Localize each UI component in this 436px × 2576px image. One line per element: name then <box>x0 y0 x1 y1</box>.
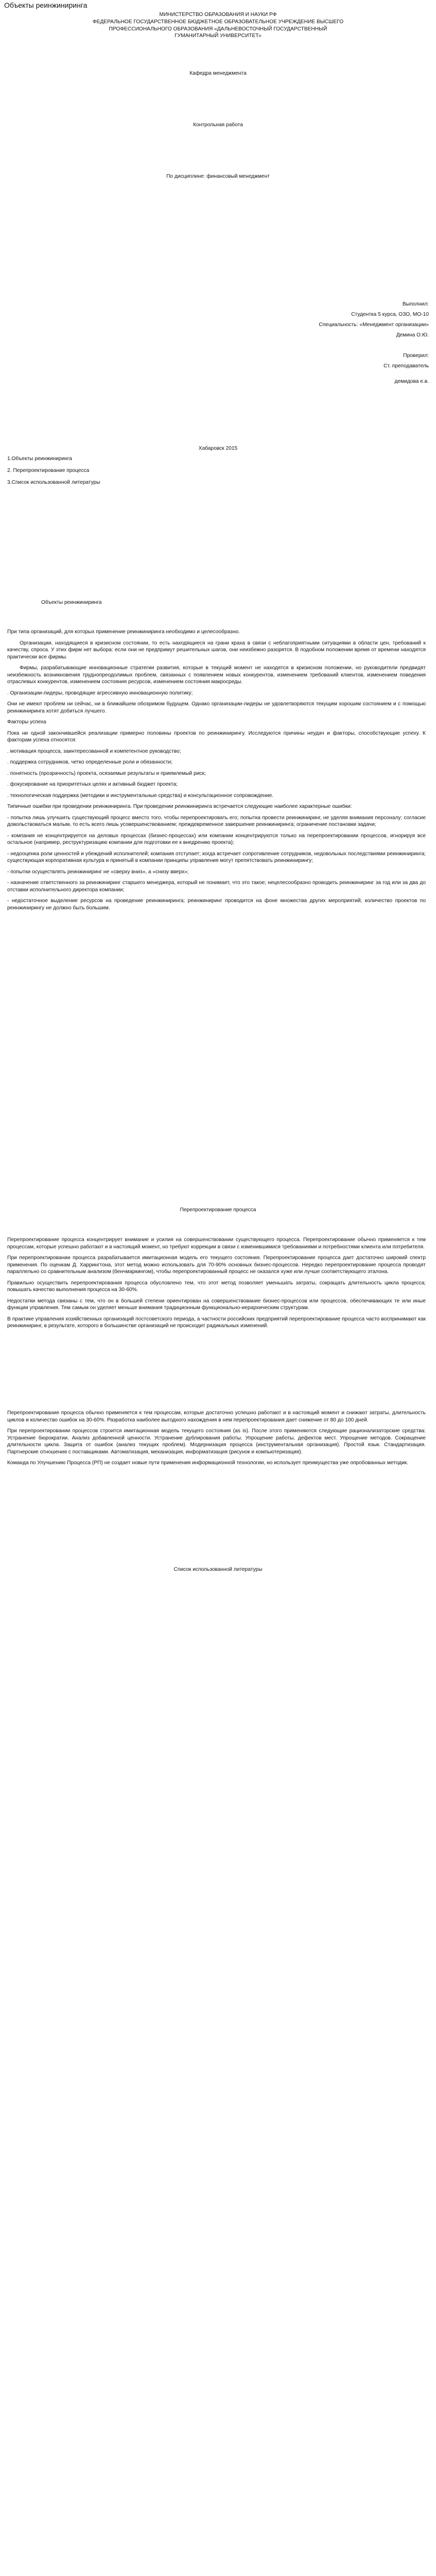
paragraph: - назначение ответственного за реинжиниринг старшего менеджера, который не понимает, что это такое; нецелесообразно проводить реинжиниринг за год или за два до отставки исполнительного директора компании; <box>7 880 426 893</box>
contents-item: 1.Объекты реинжиниринга <box>7 456 72 462</box>
paragraph: В практике управления хозяйственных организаций постсоветского периода, а частности российских предприятий перепроектирование процесса часто воспринимают как реинжиниринг, в результате, которого в большинстве организаций не происходит радикальных изменений. <box>7 1316 426 1329</box>
paragraph: . мотивация процесса, заинтересованной и компетентное руководство; <box>7 748 181 754</box>
section-body <box>7 629 426 916</box>
paragraph: - недооценка роли ценностей и убеждений исполнителей; компания отступает; когда встречает сопротивление сотрудников, недовольных последствиями реинжиниринга; существующая корпоративная культура и принятый в компании принципы управления могут препятствовать реинжинирингу; <box>7 851 426 863</box>
section-heading: Перепроектирование процесса <box>180 1207 256 1213</box>
section-body <box>7 1410 426 1471</box>
student-name: Демина О.Ю. <box>396 332 429 338</box>
city-year: Хабаровск 2015 <box>198 446 238 451</box>
contents-item: 3.Список использованной литературы <box>7 480 100 485</box>
paragraph: Команда по Улучшению Процесса (РП) не создает новые пути применения информационной технологии, но использует преимущества уже опробованных методик. <box>7 1460 409 1466</box>
paragraph: . Организации-лидеры, проводящие агрессивную инновационную политику; <box>7 690 193 696</box>
paragraph: Перепроектирование процесса обычно применяется к тем процессам, которые достаточно успешно работают и в настоящий момент и снижают затраты, длительность циклов и количество ошибок на 30-60%. Разработка наиболее выгодного нахождения в нем перепроектирования дает снижение от 80 до 100 дней. <box>7 1410 426 1423</box>
work-type: Контрольная работа <box>193 122 243 128</box>
ministry-name: МИНИСТЕРСТВО ОБРАЗОВАНИЯ И НАУКИ РФ <box>159 12 277 18</box>
paragraph: При перепроектировании процесса разрабатывается имитационная модель его текущего состояния. Перепроектирование процесса дает достаточно широкий спектр применения. По оценкам Д. Харрингтона, этот метод можно использовать для 70-90% основных бизнес-процессов. Нередко перепроектирование процесса проводят параллельно со сравнительным анализом (бенчмаркингом), чтобы перепроектированный процесс не оказался хуже или лучше соответствующего эталона. <box>7 1255 426 1275</box>
paragraph: - попытка лишь улучшить существующий процесс вместо того, чтобы перепроектировать его; попытка провести реинжиниринг, не уделяя внимания персоналу; согласие довольствоваться малым, то есть всего лишь усовершенствованием; преждевременное завершение реинжиниринга; ограничение постановки задачи; <box>7 815 426 827</box>
paragraph: Недостатки метода связаны с тем, что он в большей степени ориентирован на совершенствование бизнес-процессов или процессов, обеспечивающих те или иные функции управления. Тем самым он уделяет меньше внимания традиционным функционально-иерархическим структурам. <box>7 1298 426 1311</box>
teacher-position: Ст. преподаватель <box>383 363 429 369</box>
paragraph: . понятность (прозрачность) проекта, осязаемые результаты и приемлемый риск; <box>7 770 206 776</box>
paragraph: При типа организаций, для которых применение реинжиниринга необходимо и целесообразно. <box>7 629 240 635</box>
paragraph: - попытки осуществлять реинжиниринг не «сверху вниз», а «снизу вверх»; <box>7 869 189 875</box>
institution-name: ФЕДЕРАЛЬНОЕ ГОСУДАРСТВЕННОЕ БЮДЖЕТНОЕ ОБРАЗОВАТЕЛЬНОЕ УЧРЕЖДЕНИЕ ВЫСШЕГО ПРОФЕССИОНАЛЬНОГО ОБРАЗОВАНИЯ «ДАЛЬНЕВОСТОЧНЫЙ ГОСУДАРСТВЕННЫЙ ГУМАНИТАРНЫЙ УНИВЕРСИТЕТ» <box>92 19 344 39</box>
paragraph: Факторы успеха <box>7 719 46 725</box>
student-info: Студентка 5 курса, ОЗО, МО-10 <box>351 312 429 317</box>
department-name: Кафедра менеджмента <box>189 71 247 76</box>
paragraph: . поддержка сотрудников, четко определенные роли и обязанности; <box>7 759 173 765</box>
paragraph: . фокусирование на приоритетных целях и активный бюджет проекта; <box>7 782 178 787</box>
paragraph: Фирмы, разрабатывающие инновационные стратегии развития, которые в текущий момент не находятся в кризисном положении, но руководители предвидят неизбежность возникновения труднопреодолимых проблем, связанных с появлением новых конкурентов, изменением требований клиентов, изменением поведения отраслевых конкурентов, изменением состояния ресурсов, изменением состояния макросреды. <box>7 665 426 685</box>
checked-label: Проверил: <box>403 353 429 359</box>
document-title: Объекты реинжиниринга <box>4 1 88 9</box>
section-heading: Объекты реинжиниринга <box>41 600 102 605</box>
paragraph: Пока ни одной закончившейся реализации примерно половины проектов по реинжинирингу. Исследуются причины неудач и факторы, способствующие успеху. К факторам успеха относятся: <box>7 730 426 743</box>
specialty: Специальность: «Менеджмент организации» <box>319 322 429 328</box>
section-body <box>7 1236 426 1334</box>
paragraph: Перепроектирование процесса концентрирует внимание и усилия на совершенствовании существующего процесса. Перепроектирование обычно применяется к тем процессам, которые успешно работают и в настоящий момент, но требуют коррекции в связи с изменившимися требованиями и потребностями клиента или потребителя. <box>7 1237 426 1250</box>
performed-label: Выполнил: <box>402 301 429 307</box>
discipline: По дисциплине: финансовый менеджмент <box>166 174 270 179</box>
paragraph: Типичные ошибки при проведении реинжиниринга. При проведении реинжиниринга встречается следующие наиболее характерные ошибки: <box>7 804 352 809</box>
paragraph: Организации, находящиеся в кризисном состоянии, то есть находящиеся на грани краха в связи с неблагоприятными ситуациями в области цен, требований к качеству, спроса. У этих фирм нет выбора: если они не предпримут решительных шагов, они неизбежно разорятся. В подобном положении время от времени находятся практически все фирмы. <box>7 640 426 660</box>
references-heading: Список использованной литературы <box>173 1567 263 1572</box>
contents-item: 2. Перепроектирование процесса <box>7 468 90 473</box>
paragraph: Правильно осуществить перепроектирования процесса обусловлено тем, что этот метод позволяет уменьшать затраты, сокращать длительность цикла процесса; повышать качество выполнения процесса на 30-60%. <box>7 1280 426 1293</box>
paragraph: Они не имеют проблем ни сейчас, ни в ближайшем обозримом будущем. Однако организации-лидеры не удовлетворяются текущим хорошим состоянием и с помощью реинжиниринга хотят добиться лучшего. <box>7 701 426 714</box>
paragraph: - компания не концентрируется на деловых процессах (бизнес-процессах) или компании концентрируются только на перепроектировании процессов, игнорируя все остальное (например, реструктуризацию компании для подготовки ее к внедрению проекта); <box>7 833 426 845</box>
paragraph: . технологическая поддержка (методики и инструментальные средства) и консультационное сопровождение. <box>7 792 274 799</box>
paragraph: - недостаточное выделение ресурсов на проведение реинжиниринга; реинжиниринг проводится на фоне множества других мероприятий; количество проектов по реинжинирингу не должно быть большим. <box>7 898 426 911</box>
paragraph: При перепроектировании процессов строится имитационная модель текущего состояния (as is). После этого применяются следующие рационализаторские средства: Устранение бюрократии. Анализ добавленной ценности. Устранение дублирования работы. Упрощение работы, дефектов мест. Упрощение методов. Сокращение длительности цикла. Защита от ошибок (анализ текущих проблем). Модернизация процесса (инструментальная организация). Простой язык. Стандартизация. Партнерские отношения с поставщиками. Автоматизация, механизация, информатизация (рисунок и компьютеризация). <box>7 1428 426 1455</box>
teacher-name: демидова е.в. <box>394 379 429 384</box>
